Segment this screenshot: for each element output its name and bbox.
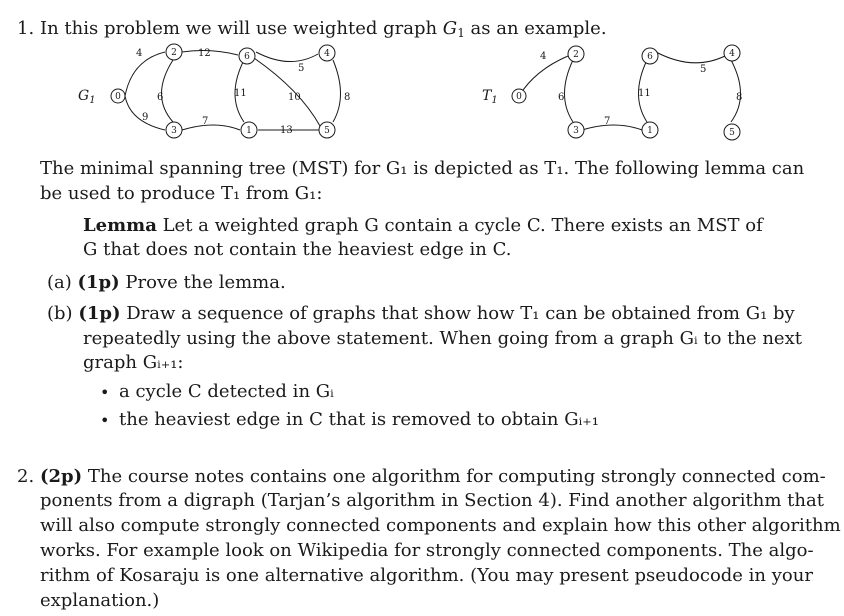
g-weight-1-5: 13 [280, 125, 293, 136]
part-a-text: Prove the lemma. [119, 272, 286, 293]
t1-label-sub: 1 [491, 95, 498, 106]
g-weight-3-1: 7 [202, 116, 209, 127]
problem-2-number: 2. [17, 466, 35, 487]
edge-2-3 [162, 60, 174, 122]
t1-label-text: T [482, 88, 492, 104]
g1-label-text: G [78, 88, 90, 104]
g-node-3: 3 [171, 126, 177, 136]
tree-edge-2-3 [565, 60, 574, 122]
t-weight-3-1: 7 [604, 116, 611, 127]
part-b-line-2: repeatedly using the above statement. When going from a graph Gᵢ to the next [83, 328, 802, 349]
g-weight-0-3: 9 [142, 112, 149, 123]
g-symbol: G [442, 18, 458, 39]
g-sub: 1 [457, 26, 465, 40]
edge-6-5 [254, 58, 320, 126]
edge-0-2 [125, 52, 165, 96]
g-weight-6-1: 11 [234, 88, 247, 99]
t-weight-6-1: 11 [638, 88, 651, 99]
tree-edge-4-5 [731, 60, 741, 122]
t-node-1: 1 [647, 126, 653, 136]
tree-edge-6-4 [656, 52, 727, 63]
bullet-1: a cycle C detected in Gᵢ [119, 381, 334, 402]
tree-edge-3-1 [582, 125, 642, 130]
part-b-label: (b) [47, 303, 73, 324]
edge-4-5 [333, 60, 341, 122]
problem-2-line-2: ponents from a digraph (Tarjan’s algorithm in Section 4). Find another algorithm that [40, 490, 824, 511]
problem-2-line-5: rithm of Kosaraju is one alternative algorithm. (You may present pseudocode in your [40, 565, 813, 586]
g-weight-6-4: 5 [298, 63, 305, 74]
edge-6-4 [256, 52, 318, 62]
part-a [47, 272, 286, 294]
t-node-3: 3 [573, 126, 579, 136]
problem-2-line-4: works. For example look on Wikipedia for strongly connected components. The algo- [40, 540, 814, 561]
t-weight-0-2: 4 [540, 51, 547, 62]
g-weight-2-3: 6 [157, 92, 164, 103]
problem-1-intro [40, 18, 607, 40]
lemma-text-1: Let a weighted graph G contain a cycle C. There exists an MST of [156, 215, 763, 236]
part-a-label: (a) [47, 272, 72, 293]
g1-label [78, 88, 96, 104]
g-node-6: 6 [244, 52, 250, 62]
g-node-5: 5 [324, 126, 330, 136]
g1-label-sub: 1 [89, 95, 96, 106]
g-node-4: 4 [324, 49, 330, 59]
g-node-0: 0 [115, 92, 121, 102]
problem-1-number: 1. [17, 18, 35, 39]
t-weight-6-4: 5 [700, 64, 707, 75]
t-weight-2-3: 6 [558, 92, 565, 103]
intro-post: as an example. [464, 18, 607, 39]
mst-line-2: be used to produce T₁ from G₁: [40, 183, 323, 204]
graph-figures [0, 38, 844, 148]
problem-2-line-6: explanation.) [40, 590, 160, 611]
g-node-2: 2 [171, 48, 177, 58]
t1-label [482, 88, 498, 104]
g-weight-2-6: 12 [198, 48, 211, 59]
lemma-line-1 [83, 215, 763, 237]
t-node-4: 4 [729, 49, 735, 59]
t-weight-4-5: 8 [736, 92, 743, 103]
part-a-points: (1p) [77, 272, 120, 293]
lemma-line-2: G that does not contain the heaviest edge in C. [83, 239, 512, 260]
edge-3-1 [182, 125, 240, 130]
bullet-dot-1: • [100, 383, 110, 402]
part-b-text-1: Draw a sequence of graphs that show how T₁ can be obtained from G₁ by [120, 303, 795, 324]
problem-2-points: (2p) [40, 466, 83, 487]
g-node-1: 1 [246, 126, 252, 136]
tree-edge-0-2 [519, 56, 568, 96]
bullet-2: the heaviest edge in C that is removed to obtain Gᵢ₊₁ [119, 409, 599, 430]
g-weight-6-5: 10 [288, 92, 301, 103]
part-b-line-3: graph Gᵢ₊₁: [83, 352, 184, 373]
t-node-5: 5 [729, 128, 735, 138]
part-b-points: (1p) [78, 303, 121, 324]
t-node-0: 0 [516, 92, 522, 102]
g-weight-0-2: 4 [136, 48, 143, 59]
problem-2-line-1 [40, 466, 826, 488]
mst-line-1: The minimal spanning tree (MST) for G₁ is depicted as T₁. The following lemma can [40, 158, 805, 179]
part-b-line-1 [47, 303, 795, 325]
t-node-2: 2 [573, 50, 579, 60]
problem-2-line-3: will also compute strongly connected components and explain how this other algorithm [40, 515, 841, 536]
problem-2-text-1: The course notes contains one algorithm for computing strongly connected com- [82, 466, 826, 487]
g-weight-4-5: 8 [344, 92, 351, 103]
intro-pre: In this problem we will use weighted graph [40, 18, 443, 39]
bullet-dot-2: • [100, 411, 110, 430]
lemma-title: Lemma [83, 215, 157, 236]
t-node-6: 6 [647, 52, 653, 62]
